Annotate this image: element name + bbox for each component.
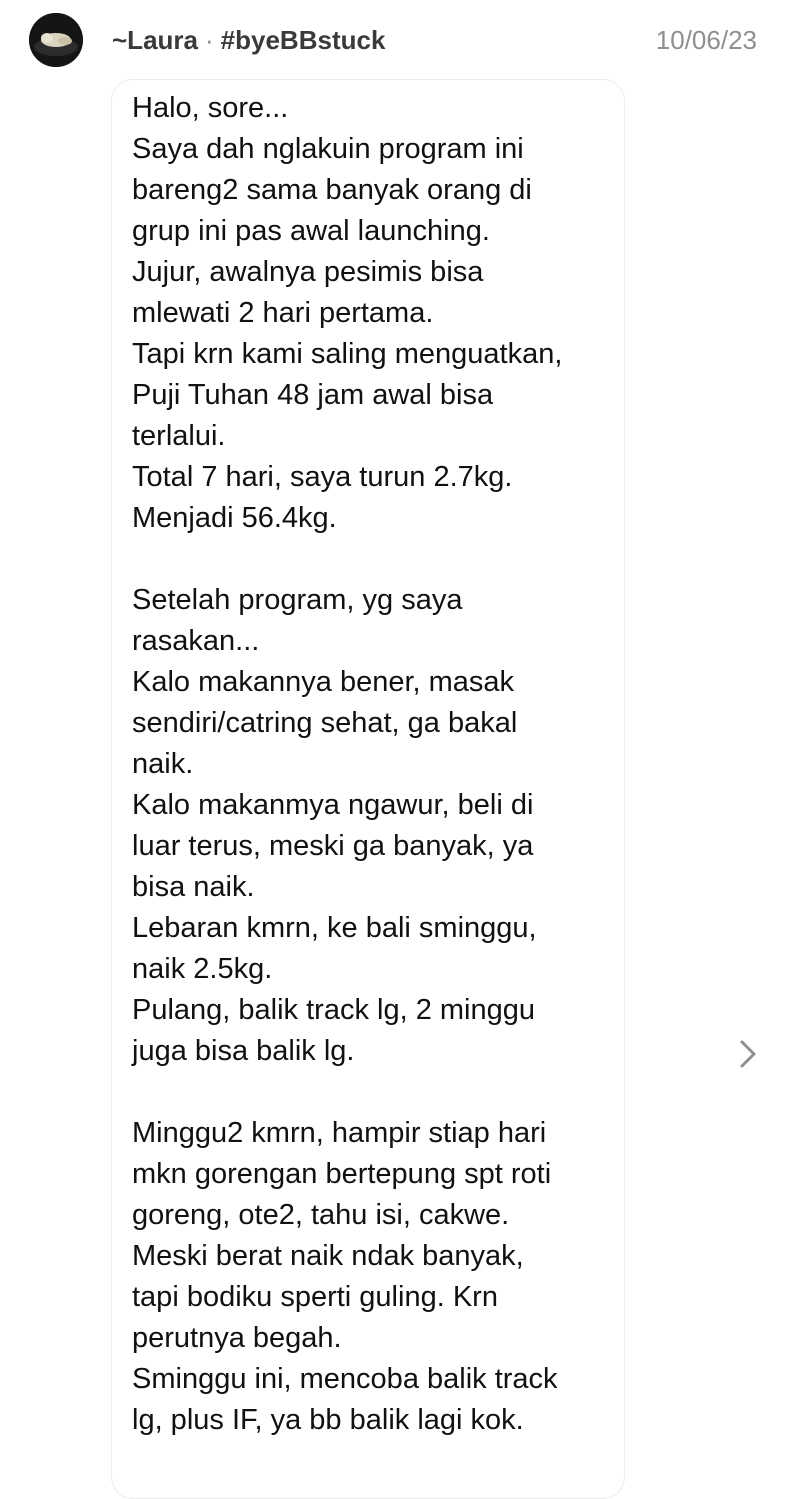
chevron-right-icon[interactable] [734,1038,762,1070]
message-text: Halo, sore... Saya dah nglakuin program ini bareng2 sama banyak orang di grup ini pas awal launching. Jujur, awalnya pesimis bisa mlewati 2 hari pertama. Tapi krn kami saling menguatkan, Puji Tuhan 48 jam awal bisa terlalui. Total 7 hari, saya turun 2.7kg. Menjadi 56.4kg. Setelah program, yg saya rasakan... Kalo makannya bener, masak sendiri/catring sehat, ga bakal naik. Kalo makanmya ngawur, beli di luar terus, meski ga banyak, ya bisa naik. Lebaran kmrn, ke bali sminggu, naik 2.5kg. Pulang, balik track lg, 2 minggu juga bisa balik lg. Minggu2 kmrn, hampir stiap hari mkn gorengan bertepung spt roti goreng, ote2, tahu isi, cakwe. Meski berat naik ndak banyak, tapi bodiku sperti guling. Krn perutnya begah. Sminggu ini, mencoba balik track lg, plus IF, ya bb balik lagi kok. [132,92,563,1436]
post-header [112,24,385,56]
group-name[interactable]: #byeBBstuck [220,25,386,55]
post-date: 10/06/23 [655,25,757,55]
author-name[interactable]: ~Laura [112,25,198,55]
avatar-photo-icon [29,13,83,67]
header-separator: · [205,25,214,55]
avatar[interactable] [29,13,83,67]
